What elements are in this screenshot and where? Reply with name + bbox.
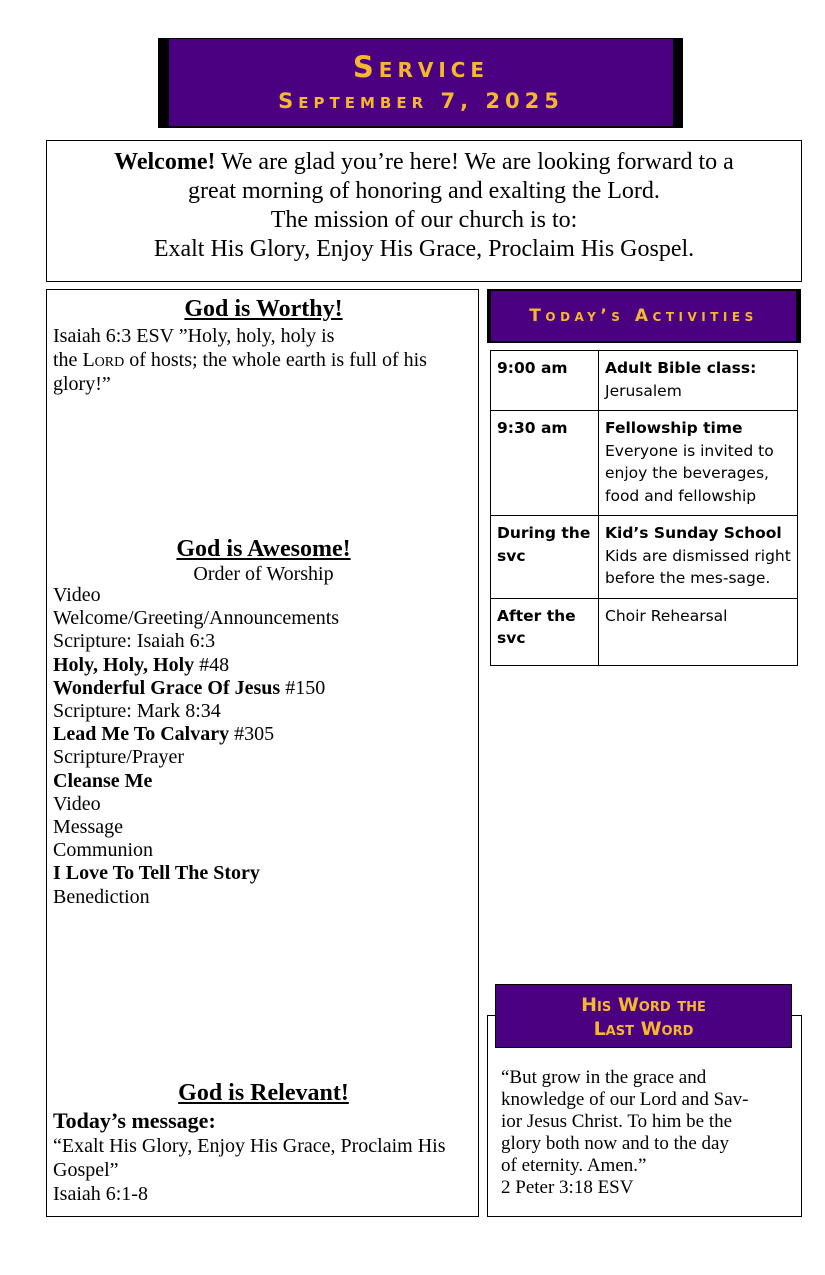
worship-item: Cleanse Me bbox=[53, 769, 153, 792]
worship-item: Welcome/Greeting/Announcements bbox=[53, 607, 340, 630]
activity-details bbox=[599, 516, 798, 599]
service-banner bbox=[168, 38, 674, 127]
welcome-box bbox=[46, 140, 802, 282]
activity-time: 9:00 am bbox=[491, 351, 599, 411]
quote-line: glory both now and to the day bbox=[501, 1133, 729, 1154]
message-title: “Exalt His Glory, Enjoy His Grace, Proclaim His Gospel” bbox=[53, 1135, 446, 1181]
worthy-verse bbox=[53, 324, 473, 396]
quote-line: ior Jesus Christ. To him be the bbox=[501, 1111, 733, 1132]
worship-item: Video bbox=[53, 792, 101, 815]
welcome-line-1-rest: We are glad you’re here! We are looking forward to a bbox=[215, 149, 734, 175]
hymn-title: Lead Me To Calvary bbox=[53, 723, 230, 746]
welcome-line-3: The mission of our church is to: bbox=[270, 207, 578, 233]
verse-part-a: Isaiah 6:3 ESV ”Holy, holy, holy is bbox=[53, 325, 335, 347]
banner-title: Service bbox=[352, 50, 490, 84]
verse-lord: Lord bbox=[82, 349, 125, 371]
hymn-title: Wonderful Grace Of Jesus bbox=[53, 676, 281, 699]
order-of-worship-label: Order of Worship bbox=[193, 563, 334, 585]
verse-part-c: of hosts; the whole earth is full of his glory!” bbox=[53, 349, 427, 395]
table-row bbox=[491, 598, 798, 665]
worthy-title: God is Worthy! bbox=[184, 296, 343, 322]
worship-item bbox=[53, 723, 473, 746]
todays-message-heading: Today’s message: bbox=[53, 1108, 216, 1133]
quote-line: of eternity. Amen.” bbox=[501, 1155, 647, 1176]
activities-table bbox=[490, 350, 798, 666]
worship-item: Benediction bbox=[53, 885, 150, 908]
worship-item bbox=[53, 677, 473, 700]
banner-date: September 7, 2025 bbox=[278, 89, 564, 113]
activity-detail: Everyone is invited to enjoy the beverages, food and fellowship bbox=[605, 441, 774, 505]
worship-item: Video bbox=[53, 584, 101, 606]
activity-time: During the svc bbox=[491, 516, 599, 599]
left-column bbox=[46, 289, 479, 1217]
activity-time: 9:30 am bbox=[491, 411, 599, 516]
last-word-title-line-2: Last Word bbox=[593, 1018, 694, 1040]
last-word-header bbox=[495, 984, 792, 1048]
activity-details bbox=[599, 411, 798, 516]
quote-line: “But grow in the grace and bbox=[501, 1067, 707, 1088]
table-row bbox=[491, 351, 798, 411]
worship-item: Scripture: Isaiah 6:3 bbox=[53, 630, 216, 653]
order-of-worship-list bbox=[53, 584, 473, 909]
hymn-number: #48 bbox=[194, 653, 230, 676]
worship-item bbox=[53, 654, 473, 677]
welcome-line-2: great morning of honoring and exalting the Lord. bbox=[188, 178, 660, 204]
table-row bbox=[491, 411, 798, 516]
worship-item: Communion bbox=[53, 839, 154, 862]
hymn-number: #305 bbox=[229, 723, 275, 746]
awesome-title: God is Awesome! bbox=[176, 536, 351, 562]
activity-time: After the svc bbox=[491, 598, 599, 665]
quote-line: knowledge of our Lord and Sav- bbox=[501, 1089, 749, 1110]
hymn-number: #150 bbox=[280, 676, 326, 699]
welcome-lead: Welcome! bbox=[114, 149, 216, 175]
quote-reference: 2 Peter 3:18 ESV bbox=[501, 1177, 634, 1198]
worship-item: Scripture: Mark 8:34 bbox=[53, 700, 221, 723]
welcome-line-1 bbox=[47, 148, 801, 177]
activity-details bbox=[599, 598, 798, 665]
last-word-quote bbox=[501, 1067, 791, 1199]
activity-title: Choir Rehearsal bbox=[605, 606, 728, 625]
activity-title: Kid’s Sunday School bbox=[605, 524, 782, 542]
activities-header: Today’s Activities bbox=[491, 291, 796, 341]
verse-part-b: the bbox=[53, 349, 83, 371]
activity-title: Adult Bible class: bbox=[605, 359, 757, 377]
worship-item: I Love To Tell The Story bbox=[53, 862, 260, 885]
welcome-line-4: Exalt His Glory, Enjoy His Grace, Proclaim His Gospel. bbox=[153, 236, 695, 262]
todays-message bbox=[53, 1134, 473, 1206]
message-reference: Isaiah 6:1-8 bbox=[53, 1183, 148, 1205]
activity-details bbox=[599, 351, 798, 411]
relevant-title: God is Relevant! bbox=[178, 1080, 349, 1106]
hymn-title: Holy, Holy, Holy bbox=[53, 653, 195, 676]
activity-detail: Kids are dismissed right before the mes-sage. bbox=[605, 546, 791, 587]
activity-title: Fellowship time bbox=[605, 419, 743, 437]
activity-detail: Jerusalem bbox=[605, 381, 682, 400]
worship-item: Message bbox=[53, 816, 123, 839]
worship-item: Scripture/Prayer bbox=[53, 746, 185, 769]
last-word-title-line-1: His Word the bbox=[581, 994, 706, 1016]
table-row bbox=[491, 516, 798, 599]
